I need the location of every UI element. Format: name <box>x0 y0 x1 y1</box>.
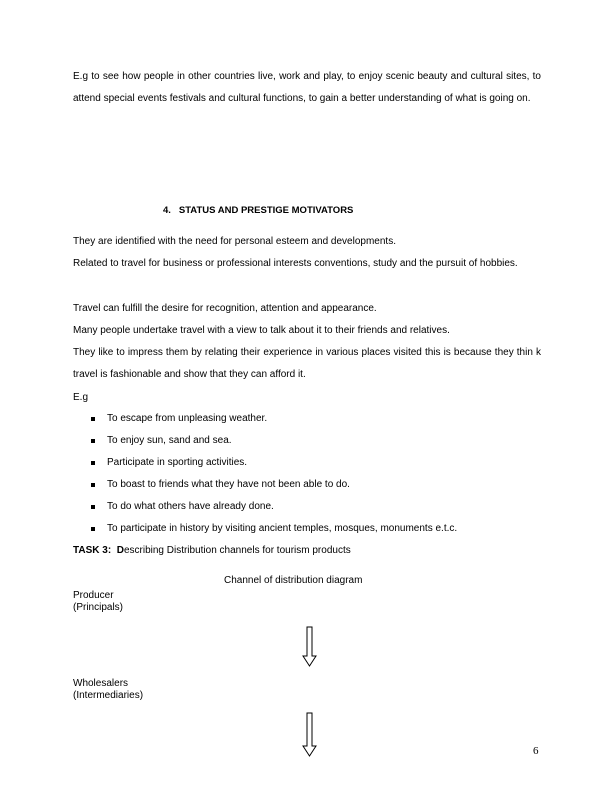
section-line-1: They are identified with the need for personal esteem and developments. <box>73 236 396 247</box>
bullet-icon <box>91 417 95 421</box>
intro-paragraph: E.g to see how people in other countries live, work and play, to enjoy scenic beauty and cultural sites, to attend special events festivals and cultural functions, to gain a better understanding of what is going on. <box>73 71 541 104</box>
diagram-node-producer: Producer (Principals) <box>73 590 124 613</box>
section-line-4: Many people undertake travel with a view to talk about it to their friends and relatives. <box>73 325 450 336</box>
section-line-3: Travel can fulfill the desire for recognition, attention and appearance. <box>73 303 377 314</box>
diagram-node-wholesalers: Wholesalers (Intermediaries) <box>73 678 144 701</box>
down-arrow-icon <box>302 626 318 668</box>
bullet-icon <box>91 505 95 509</box>
section-line-2: Related to travel for business or professional interests conventions, study and the pursuit of hobbies. <box>73 258 518 269</box>
task-heading <box>73 545 351 557</box>
section-line-5: They like to impress them by relating their experience in various places visited this is because they thin k travel is fashionable and show that they can afford it. <box>73 347 541 380</box>
task-label: TASK 3: <box>73 545 112 556</box>
bullet-icon <box>91 439 95 443</box>
diagram-title: Channel of distribution diagram <box>224 575 363 586</box>
section-title: STATUS AND PRESTIGE MOTIVATORS <box>178 205 354 216</box>
down-arrow-icon <box>302 712 318 758</box>
bullet-icon <box>91 527 95 531</box>
task-initial: D <box>116 545 124 556</box>
page-number: 6 <box>533 745 539 757</box>
section-heading <box>163 205 353 216</box>
section-number: 4. <box>163 205 171 216</box>
task-text: escribing Distribution channels for tourism products <box>123 545 351 556</box>
bullet-icon <box>91 461 95 465</box>
section-line-6: E.g <box>73 392 89 403</box>
bullet-icon <box>91 483 95 487</box>
